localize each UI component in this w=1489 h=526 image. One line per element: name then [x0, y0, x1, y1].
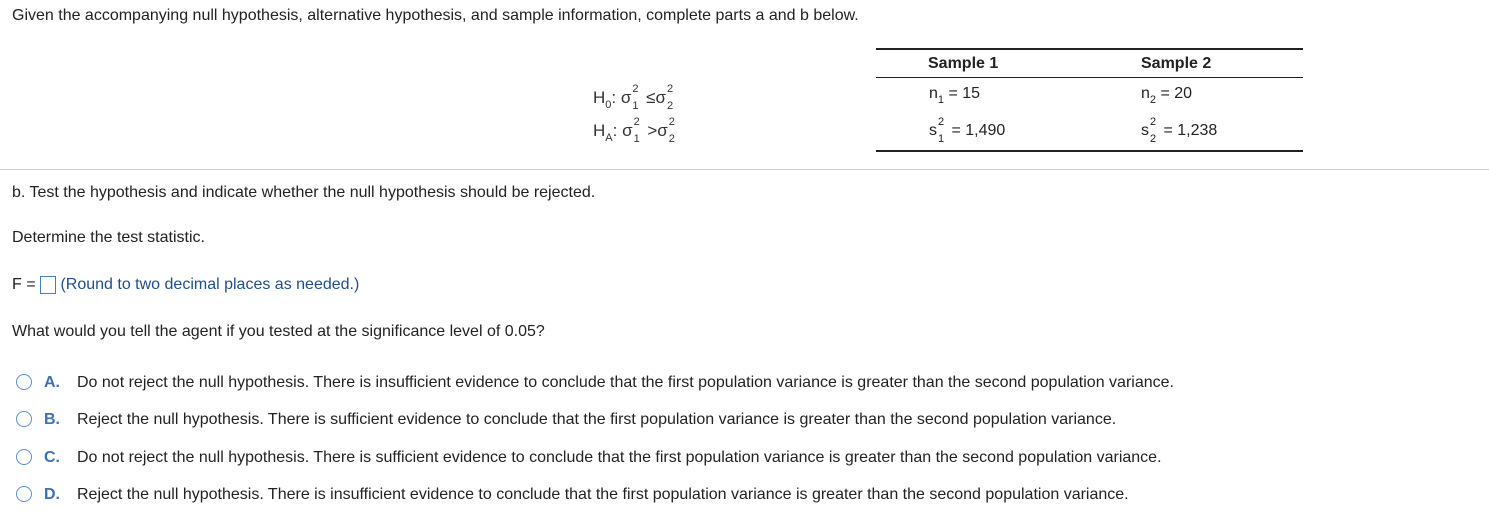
- ha-symbol: H: [593, 121, 606, 140]
- section-divider: [0, 169, 1489, 170]
- sigma-symbol: σ: [622, 121, 633, 140]
- option-a-letter: A.: [44, 374, 60, 391]
- s2-cell: s 2 2 = 1,238: [1141, 116, 1218, 145]
- n2-cell: $n_2 = 20$: [1141, 85, 1193, 106]
- round-hint: (Round to two decimal places as needed.): [60, 276, 360, 293]
- operator-gt: >: [647, 121, 658, 140]
- h0-symbol: H: [593, 88, 606, 107]
- significance-question: What would you tell the agent if you tested at the significance level of 0.05?: [12, 323, 545, 340]
- option-c-radio[interactable]: [16, 449, 32, 465]
- option-a-text[interactable]: Do not reject the null hypothesis. There is insufficient evidence to conclude that the first population variance is greater than the second population variance.: [77, 374, 1174, 391]
- table-top-rule: [876, 48, 1303, 50]
- option-d-letter: D.: [44, 486, 60, 503]
- option-a-radio[interactable]: [16, 374, 32, 390]
- determine-text: Determine the test statistic.: [12, 229, 205, 246]
- f-answer-input[interactable]: [40, 276, 56, 294]
- s1-cell: s 2 1 = 1,490: [929, 116, 1006, 145]
- option-b-radio[interactable]: [16, 411, 32, 427]
- sample1-header: Sample 1: [928, 55, 999, 72]
- sigma-symbol: σ: [655, 88, 666, 107]
- option-d-radio[interactable]: [16, 486, 32, 502]
- table-header-rule: [876, 77, 1303, 78]
- option-c-letter: C.: [44, 449, 60, 466]
- sigma-symbol: σ: [657, 121, 668, 140]
- n1-cell: $n_1 = 15$: [929, 85, 981, 106]
- intro-text: Given the accompanying null hypothesis, alternative hypothesis, and sample information, complete parts a and b below.: [12, 7, 859, 24]
- operator-le: ≤: [646, 88, 656, 107]
- alternative-hypothesis: $H_A$: σ 2 1 >σ 2 2: [593, 116, 675, 145]
- f-statistic-row: [12, 275, 359, 295]
- option-d-text[interactable]: Reject the null hypothesis. There is insufficient evidence to conclude that the first population variance is greater than the second population variance.: [77, 486, 1129, 503]
- option-c-text[interactable]: Do not reject the null hypothesis. There is sufficient evidence to conclude that the first population variance is greater than the second population variance.: [77, 449, 1162, 466]
- table-bottom-rule: [876, 150, 1303, 152]
- f-label: F =: [12, 276, 36, 293]
- option-b-text[interactable]: Reject the null hypothesis. There is sufficient evidence to conclude that the first population variance is greater than the second population variance.: [77, 411, 1117, 428]
- sample2-header: Sample 2: [1141, 55, 1212, 72]
- part-b-title: b. Test the hypothesis and indicate whether the null hypothesis should be rejected.: [12, 184, 596, 201]
- null-hypothesis: $H_0$: σ 2 1 ≤σ 2 2: [593, 83, 674, 112]
- option-b-letter: B.: [44, 411, 60, 428]
- sigma-symbol: σ: [620, 88, 632, 107]
